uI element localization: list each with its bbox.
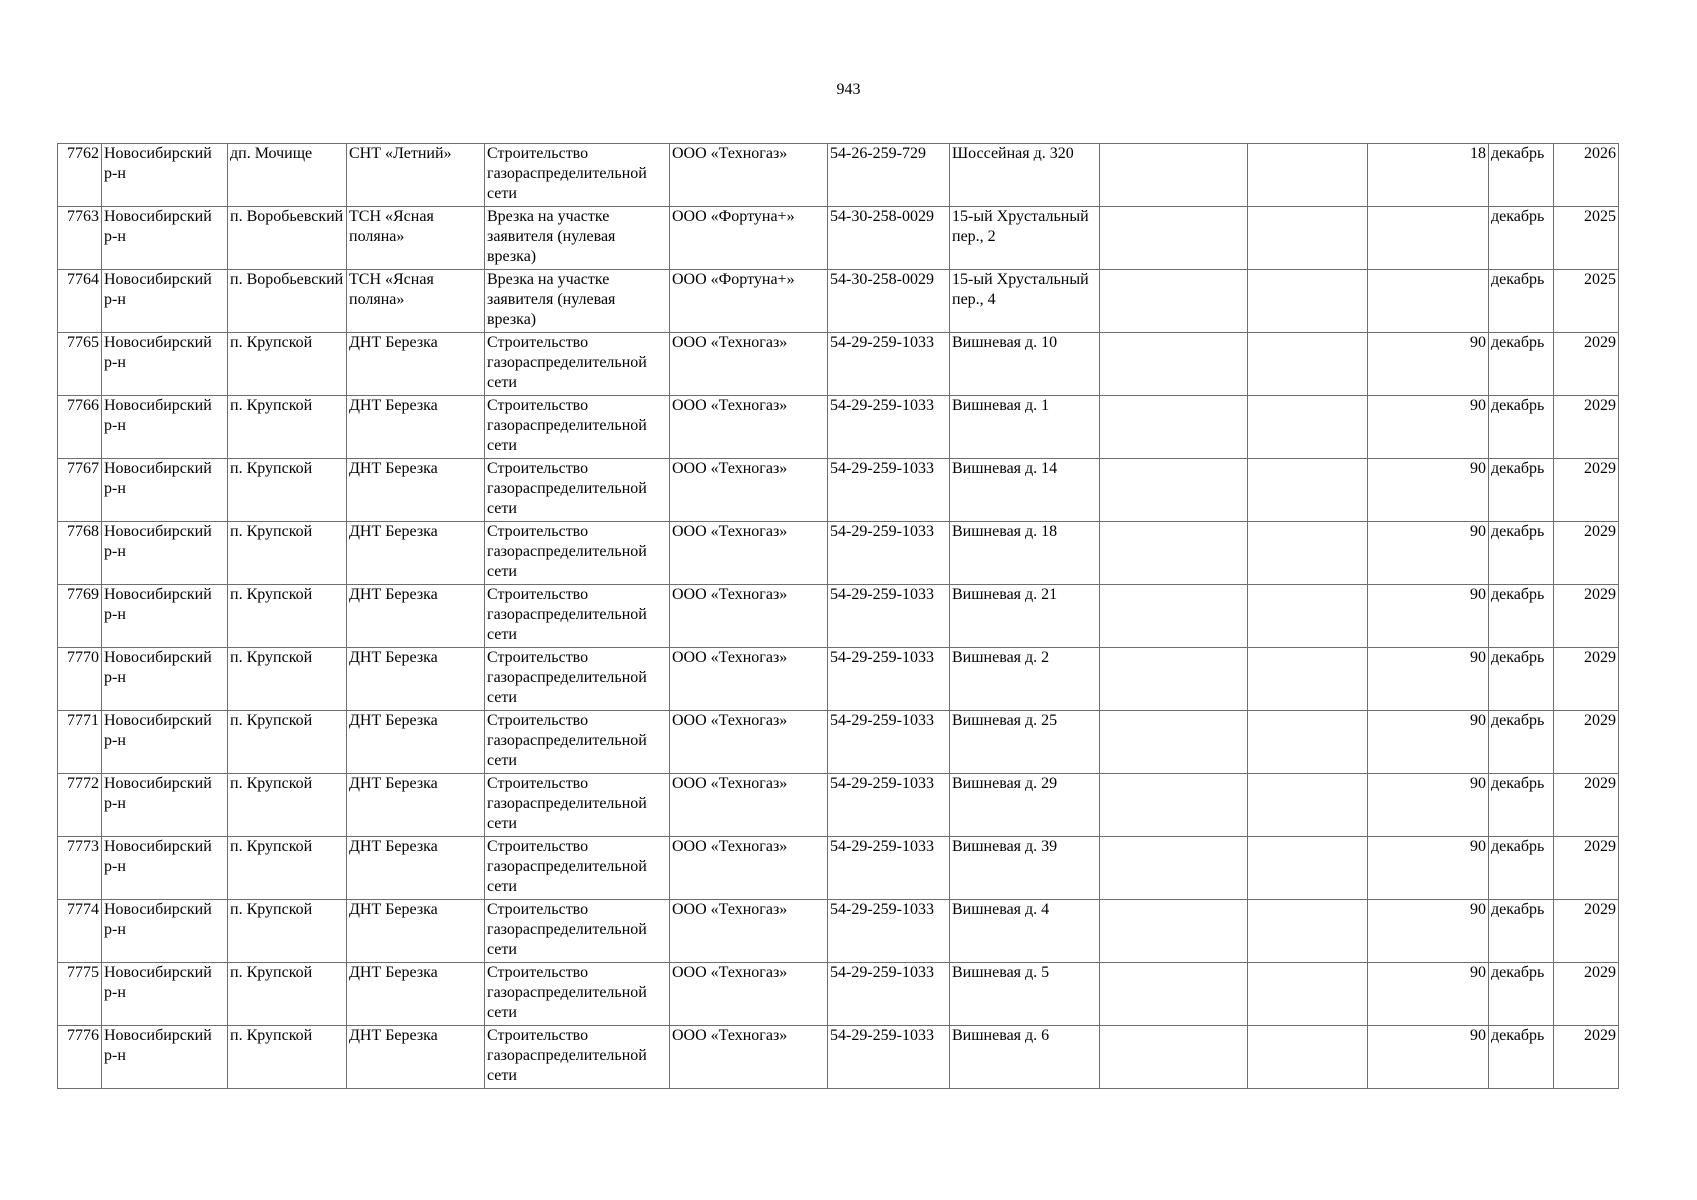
row-number-cell: 7772 <box>58 774 102 837</box>
partnership-cell: СНТ «Летний» <box>347 144 485 207</box>
table-row <box>58 333 1619 396</box>
cadastral-number-cell: 54-26-259-729 <box>828 144 950 207</box>
locality-cell: п. Воробьевский <box>228 270 347 333</box>
empty-cell <box>1248 396 1368 459</box>
empty-cell <box>1248 522 1368 585</box>
address-cell: 15-ый Хрустальный пер., 2 <box>950 207 1100 270</box>
partnership-cell: ДНТ Березка <box>347 459 485 522</box>
partnership-cell: ДНТ Березка <box>347 648 485 711</box>
month-cell: декабрь <box>1489 207 1554 270</box>
cadastral-number-cell: 54-29-259-1033 <box>828 333 950 396</box>
year-cell: 2029 <box>1554 648 1619 711</box>
address-cell: 15-ый Хрустальный пер., 4 <box>950 270 1100 333</box>
locality-cell: п. Крупской <box>228 900 347 963</box>
page-number: 943 <box>836 81 861 98</box>
value-cell: 90 <box>1368 837 1489 900</box>
district-cell: Новосибирский р-н <box>102 459 228 522</box>
cadastral-number-cell: 54-29-259-1033 <box>828 585 950 648</box>
value-cell: 90 <box>1368 963 1489 1026</box>
work-type-cell: Строительство газораспределительной сети <box>485 396 670 459</box>
company-cell: ООО «Техногаз» <box>670 900 828 963</box>
value-cell: 90 <box>1368 459 1489 522</box>
value-cell: 90 <box>1368 522 1489 585</box>
locality-cell: дп. Мочище <box>228 144 347 207</box>
table-row <box>58 648 1619 711</box>
empty-cell <box>1248 1026 1368 1089</box>
row-number-cell: 7767 <box>58 459 102 522</box>
row-number-cell: 7769 <box>58 585 102 648</box>
month-cell: декабрь <box>1489 585 1554 648</box>
month-cell: декабрь <box>1489 333 1554 396</box>
locality-cell: п. Крупской <box>228 459 347 522</box>
locality-cell: п. Крупской <box>228 1026 347 1089</box>
cadastral-number-cell: 54-29-259-1033 <box>828 648 950 711</box>
cadastral-number-cell: 54-29-259-1033 <box>828 900 950 963</box>
empty-cell <box>1100 270 1248 333</box>
year-cell: 2029 <box>1554 900 1619 963</box>
year-cell: 2029 <box>1554 459 1619 522</box>
address-cell: Вишневая д. 18 <box>950 522 1100 585</box>
partnership-cell: ДНТ Березка <box>347 522 485 585</box>
partnership-cell: ДНТ Березка <box>347 333 485 396</box>
row-number-cell: 7766 <box>58 396 102 459</box>
district-cell: Новосибирский р-н <box>102 333 228 396</box>
empty-cell <box>1248 459 1368 522</box>
table-row <box>58 585 1619 648</box>
value-cell: 90 <box>1368 585 1489 648</box>
partnership-cell: ДНТ Березка <box>347 396 485 459</box>
company-cell: ООО «Техногаз» <box>670 648 828 711</box>
year-cell: 2026 <box>1554 144 1619 207</box>
cadastral-number-cell: 54-30-258-0029 <box>828 270 950 333</box>
empty-cell <box>1248 585 1368 648</box>
work-type-cell: Строительство газораспределительной сети <box>485 837 670 900</box>
month-cell: декабрь <box>1489 522 1554 585</box>
work-type-cell: Строительство газораспределительной сети <box>485 1026 670 1089</box>
cadastral-number-cell: 54-29-259-1033 <box>828 837 950 900</box>
district-cell: Новосибирский р-н <box>102 270 228 333</box>
value-cell <box>1368 207 1489 270</box>
empty-cell <box>1248 774 1368 837</box>
year-cell: 2029 <box>1554 333 1619 396</box>
empty-cell <box>1248 963 1368 1026</box>
row-number-cell: 7774 <box>58 900 102 963</box>
table-row <box>58 207 1619 270</box>
address-cell: Шоссейная д. 320 <box>950 144 1100 207</box>
empty-cell <box>1100 837 1248 900</box>
work-type-cell: Строительство газораспределительной сети <box>485 648 670 711</box>
table-row <box>58 270 1619 333</box>
district-cell: Новосибирский р-н <box>102 585 228 648</box>
district-cell: Новосибирский р-н <box>102 396 228 459</box>
table-row <box>58 459 1619 522</box>
empty-cell <box>1100 963 1248 1026</box>
cadastral-number-cell: 54-29-259-1033 <box>828 522 950 585</box>
company-cell: ООО «Техногаз» <box>670 837 828 900</box>
district-cell: Новосибирский р-н <box>102 648 228 711</box>
table-row <box>58 837 1619 900</box>
year-cell: 2025 <box>1554 207 1619 270</box>
row-number-cell: 7776 <box>58 1026 102 1089</box>
partnership-cell: ДНТ Березка <box>347 900 485 963</box>
locality-cell: п. Крупской <box>228 522 347 585</box>
row-number-cell: 7762 <box>58 144 102 207</box>
partnership-cell: ДНТ Березка <box>347 711 485 774</box>
district-cell: Новосибирский р-н <box>102 963 228 1026</box>
table-row <box>58 396 1619 459</box>
month-cell: декабрь <box>1489 270 1554 333</box>
empty-cell <box>1100 333 1248 396</box>
empty-cell <box>1100 144 1248 207</box>
empty-cell <box>1100 1026 1248 1089</box>
empty-cell <box>1248 648 1368 711</box>
empty-cell <box>1100 900 1248 963</box>
empty-cell <box>1248 837 1368 900</box>
month-cell: декабрь <box>1489 648 1554 711</box>
work-type-cell: Врезка на участке заявителя (нулевая врезка) <box>485 207 670 270</box>
district-cell: Новосибирский р-н <box>102 774 228 837</box>
address-cell: Вишневая д. 1 <box>950 396 1100 459</box>
registry-table-body <box>58 144 1619 1089</box>
address-cell: Вишневая д. 5 <box>950 963 1100 1026</box>
value-cell: 90 <box>1368 648 1489 711</box>
empty-cell <box>1100 396 1248 459</box>
company-cell: ООО «Техногаз» <box>670 396 828 459</box>
empty-cell <box>1100 459 1248 522</box>
year-cell: 2029 <box>1554 837 1619 900</box>
year-cell: 2025 <box>1554 270 1619 333</box>
empty-cell <box>1100 522 1248 585</box>
address-cell: Вишневая д. 10 <box>950 333 1100 396</box>
month-cell: декабрь <box>1489 900 1554 963</box>
row-number-cell: 7768 <box>58 522 102 585</box>
company-cell: ООО «Техногаз» <box>670 459 828 522</box>
company-cell: ООО «Фортуна+» <box>670 270 828 333</box>
registry-table <box>57 143 1619 1089</box>
cadastral-number-cell: 54-29-259-1033 <box>828 774 950 837</box>
value-cell: 90 <box>1368 711 1489 774</box>
month-cell: декабрь <box>1489 963 1554 1026</box>
month-cell: декабрь <box>1489 144 1554 207</box>
row-number-cell: 7763 <box>58 207 102 270</box>
year-cell: 2029 <box>1554 585 1619 648</box>
value-cell: 18 <box>1368 144 1489 207</box>
value-cell: 90 <box>1368 1026 1489 1089</box>
district-cell: Новосибирский р-н <box>102 837 228 900</box>
empty-cell <box>1100 585 1248 648</box>
row-number-cell: 7773 <box>58 837 102 900</box>
partnership-cell: ТСН «Ясная поляна» <box>347 270 485 333</box>
work-type-cell: Строительство газораспределительной сети <box>485 585 670 648</box>
year-cell: 2029 <box>1554 396 1619 459</box>
cadastral-number-cell: 54-29-259-1033 <box>828 396 950 459</box>
company-cell: ООО «Техногаз» <box>670 144 828 207</box>
locality-cell: п. Крупской <box>228 711 347 774</box>
work-type-cell: Строительство газораспределительной сети <box>485 900 670 963</box>
empty-cell <box>1248 144 1368 207</box>
partnership-cell: ДНТ Березка <box>347 963 485 1026</box>
empty-cell <box>1100 648 1248 711</box>
empty-cell <box>1248 900 1368 963</box>
cadastral-number-cell: 54-30-258-0029 <box>828 207 950 270</box>
company-cell: ООО «Техногаз» <box>670 333 828 396</box>
table-row <box>58 1026 1619 1089</box>
address-cell: Вишневая д. 25 <box>950 711 1100 774</box>
partnership-cell: ТСН «Ясная поляна» <box>347 207 485 270</box>
locality-cell: п. Крупской <box>228 585 347 648</box>
partnership-cell: ДНТ Березка <box>347 774 485 837</box>
month-cell: декабрь <box>1489 396 1554 459</box>
locality-cell: п. Крупской <box>228 963 347 1026</box>
table-row <box>58 711 1619 774</box>
address-cell: Вишневая д. 39 <box>950 837 1100 900</box>
address-cell: Вишневая д. 14 <box>950 459 1100 522</box>
address-cell: Вишневая д. 29 <box>950 774 1100 837</box>
partnership-cell: ДНТ Березка <box>347 837 485 900</box>
locality-cell: п. Крупской <box>228 837 347 900</box>
partnership-cell: ДНТ Березка <box>347 1026 485 1089</box>
locality-cell: п. Крупской <box>228 648 347 711</box>
value-cell: 90 <box>1368 774 1489 837</box>
month-cell: декабрь <box>1489 1026 1554 1089</box>
cadastral-number-cell: 54-29-259-1033 <box>828 711 950 774</box>
work-type-cell: Строительство газораспределительной сети <box>485 774 670 837</box>
company-cell: ООО «Фортуна+» <box>670 207 828 270</box>
empty-cell <box>1248 207 1368 270</box>
company-cell: ООО «Техногаз» <box>670 774 828 837</box>
partnership-cell: ДНТ Березка <box>347 585 485 648</box>
year-cell: 2029 <box>1554 774 1619 837</box>
company-cell: ООО «Техногаз» <box>670 522 828 585</box>
table-row <box>58 774 1619 837</box>
district-cell: Новосибирский р-н <box>102 144 228 207</box>
value-cell: 90 <box>1368 333 1489 396</box>
locality-cell: п. Крупской <box>228 333 347 396</box>
cadastral-number-cell: 54-29-259-1033 <box>828 459 950 522</box>
district-cell: Новосибирский р-н <box>102 522 228 585</box>
company-cell: ООО «Техногаз» <box>670 585 828 648</box>
address-cell: Вишневая д. 6 <box>950 1026 1100 1089</box>
district-cell: Новосибирский р-н <box>102 900 228 963</box>
row-number-cell: 7771 <box>58 711 102 774</box>
empty-cell <box>1248 333 1368 396</box>
company-cell: ООО «Техногаз» <box>670 1026 828 1089</box>
table-row <box>58 522 1619 585</box>
row-number-cell: 7770 <box>58 648 102 711</box>
table-row <box>58 144 1619 207</box>
table-row <box>58 900 1619 963</box>
year-cell: 2029 <box>1554 711 1619 774</box>
work-type-cell: Строительство газораспределительной сети <box>485 963 670 1026</box>
year-cell: 2029 <box>1554 963 1619 1026</box>
address-cell: Вишневая д. 4 <box>950 900 1100 963</box>
company-cell: ООО «Техногаз» <box>670 711 828 774</box>
table-row <box>58 963 1619 1026</box>
district-cell: Новосибирский р-н <box>102 711 228 774</box>
work-type-cell: Строительство газораспределительной сети <box>485 522 670 585</box>
locality-cell: п. Воробьевский <box>228 207 347 270</box>
value-cell <box>1368 270 1489 333</box>
work-type-cell: Строительство газораспределительной сети <box>485 333 670 396</box>
work-type-cell: Строительство газораспределительной сети <box>485 711 670 774</box>
work-type-cell: Строительство газораспределительной сети <box>485 459 670 522</box>
month-cell: декабрь <box>1489 711 1554 774</box>
locality-cell: п. Крупской <box>228 396 347 459</box>
month-cell: декабрь <box>1489 837 1554 900</box>
value-cell: 90 <box>1368 396 1489 459</box>
row-number-cell: 7775 <box>58 963 102 1026</box>
cadastral-number-cell: 54-29-259-1033 <box>828 1026 950 1089</box>
value-cell: 90 <box>1368 900 1489 963</box>
address-cell: Вишневая д. 21 <box>950 585 1100 648</box>
month-cell: декабрь <box>1489 774 1554 837</box>
empty-cell <box>1100 207 1248 270</box>
locality-cell: п. Крупской <box>228 774 347 837</box>
month-cell: декабрь <box>1489 459 1554 522</box>
row-number-cell: 7764 <box>58 270 102 333</box>
empty-cell <box>1248 270 1368 333</box>
year-cell: 2029 <box>1554 522 1619 585</box>
address-cell: Вишневая д. 2 <box>950 648 1100 711</box>
empty-cell <box>1100 774 1248 837</box>
company-cell: ООО «Техногаз» <box>670 963 828 1026</box>
cadastral-number-cell: 54-29-259-1033 <box>828 963 950 1026</box>
empty-cell <box>1248 711 1368 774</box>
work-type-cell: Строительство газораспределительной сети <box>485 144 670 207</box>
district-cell: Новосибирский р-н <box>102 207 228 270</box>
district-cell: Новосибирский р-н <box>102 1026 228 1089</box>
empty-cell <box>1100 711 1248 774</box>
year-cell: 2029 <box>1554 1026 1619 1089</box>
row-number-cell: 7765 <box>58 333 102 396</box>
work-type-cell: Врезка на участке заявителя (нулевая врезка) <box>485 270 670 333</box>
